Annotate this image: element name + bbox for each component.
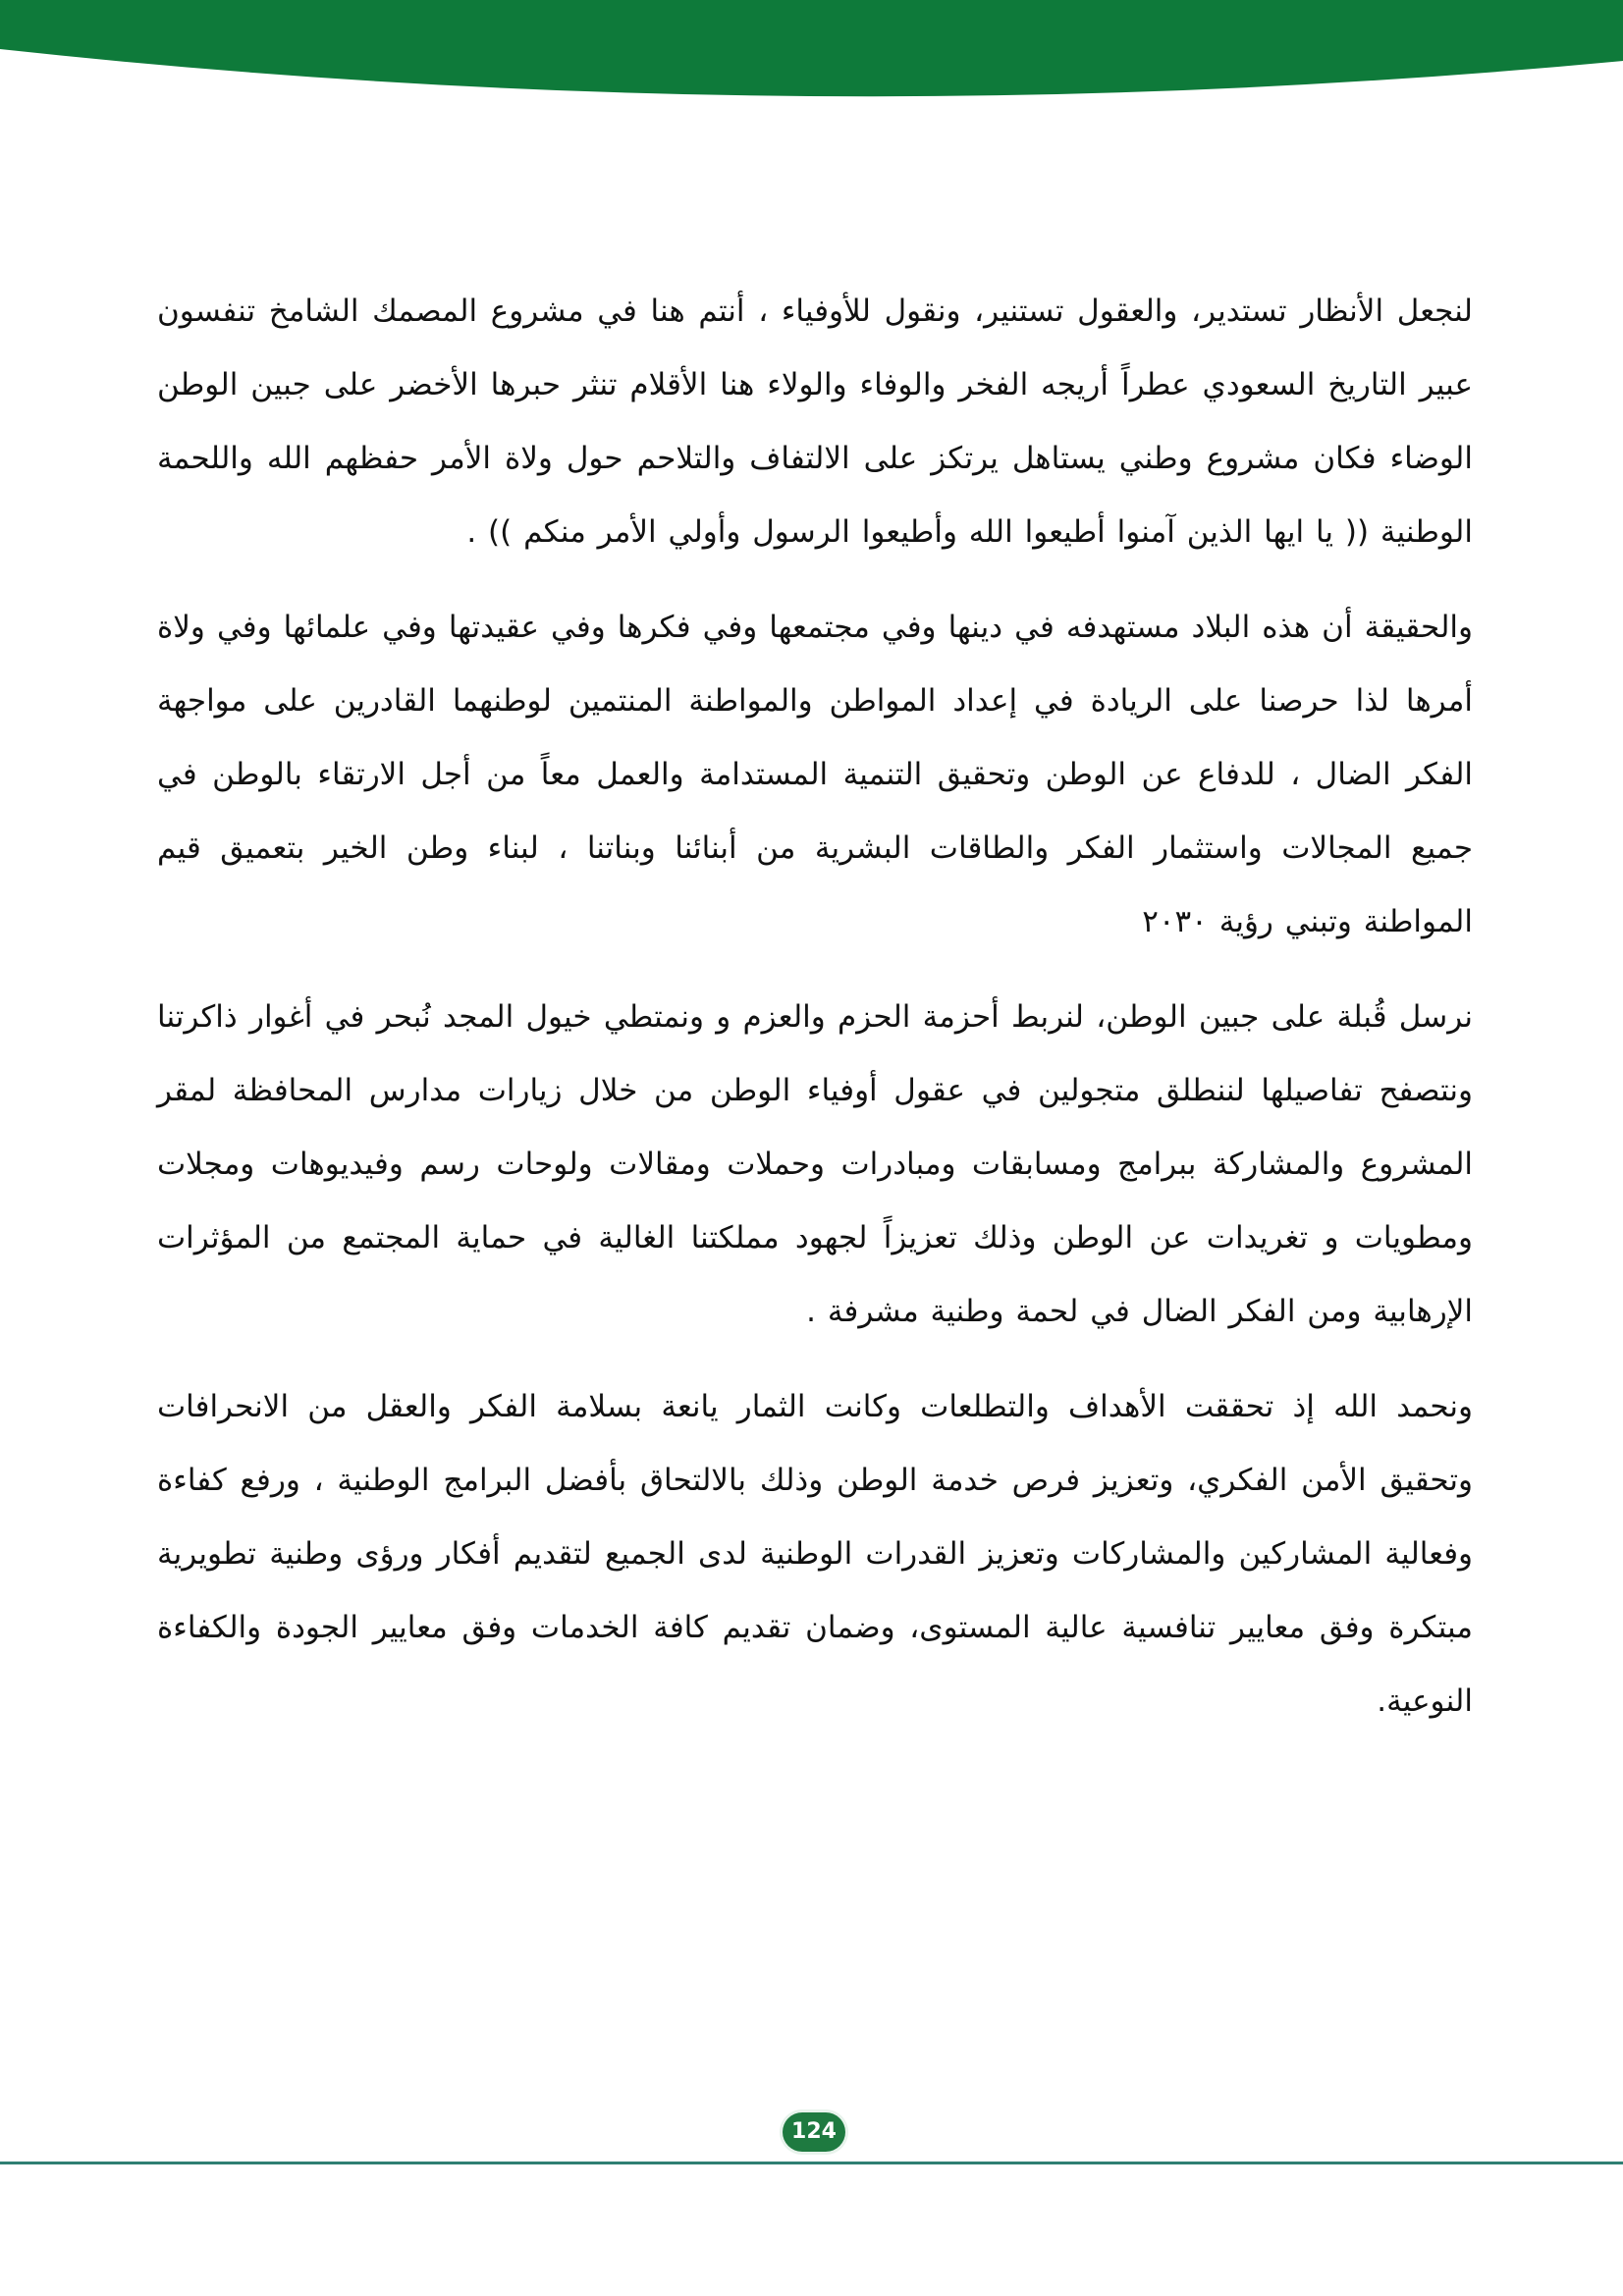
- paragraph-intro: لنجعل الأنظار تستدير، والعقول تستنير، ونقول للأوفياء ، أنتم هنا في مشروع المصمك الشامخ تنفسون عبير التاريخ السعودي عطراً أريجه الفخر والوفاء والولاء هنا الأقلام تنثر حبرها الأخضر على جبين الوطن الوضاء فكان مشروع وطني يستاهل يرتكز على الالتفاف والتلاحم حول ولاة الأمر حفظهم الله واللحمة الوطنية (( يا ايها الذين آمنوا أطيعوا الله وأطيعوا الرسول وأولي الأمر منكم )) .: [157, 294, 1473, 550]
- header-green-band: [0, 0, 1623, 108]
- paragraph-praise: ونحمد الله إذ تحققت الأهداف والتطلعات وكانت الثمار يانعة بسلامة الفكر والعقل من الانحرافات وتحقيق الأمن الفكري، وتعزيز فرص خدمة الوطن وذلك بالالتحاق بأفضل البرامج الوطنية ، ورفع كفاءة وفعالية المشاركين والمشاركات وتعزيز القدرات الوطنية لدى الجميع لتقديم أفكار ورؤى وطنية تطويرية مبتكرة وفق معايير تنافسية عالية المستوى، وضمان تقديم كافة الخدمات وفق معايير الجودة والكفاءة النوعية.: [157, 1389, 1473, 1719]
- page-number-badge: 124: [783, 2112, 845, 2152]
- paragraph-kiss: نرسل قُبلة على جبين الوطن، لنربط أحزمة الحزم والعزم و ونمتطي خيول المجد نُبحر في أغوار ذاكرتنا ونتصفح تفاصيلها لننطلق متجولين في عقول أوفياء الوطن من خلال زيارات مدارس المحافظة لمقر المشروع والمشاركة ببرامج ومسابقات ومبادرات وحملات ومقالات ولوحات رسم وفيديوهات ومجلات ومطويات و تغريدات عن الوطن وذلك تعزيزاً لجهود مملكتنا الغالية في حماية المجتمع من المؤثرات الإرهابية ومن الفكر الضال في لحمة وطنية مشرفة .: [157, 999, 1473, 1329]
- body-text: [157, 275, 1473, 1760]
- paragraph-reality: والحقيقة أن هذه البلاد مستهدفه في دينها وفي مجتمعها وفي فكرها وفي عقيدتها وفي علمائها وفي ولاة أمرها لذا حرصنا على الريادة في إعداد المواطن والمواطنة المنتمين لوطنهما القادرين على مواجهة الفكر الضال ، للدفاع عن الوطن وتحقيق التنمية المستدامة والعمل معاً من أجل الارتقاء بالوطن في جميع المجالات واستثمار الفكر والطاقات البشرية من أبنائنا وبناتنا ، لبناء وطن الخير بتعميق قيم المواطنة وتبني رؤية ٢٠٣٠: [157, 610, 1473, 939]
- footer-divider: [0, 2162, 1623, 2164]
